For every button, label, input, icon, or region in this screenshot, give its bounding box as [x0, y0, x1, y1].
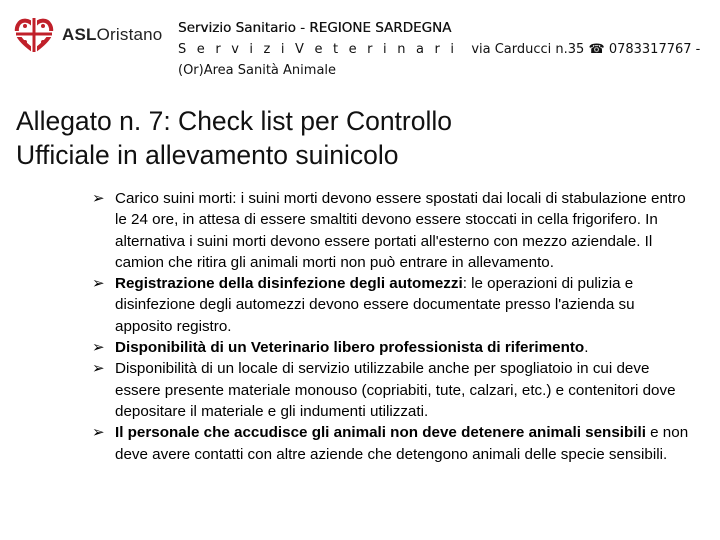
title-line-1: Allegato n. 7: Check list per Controllo [16, 106, 452, 136]
page-title [16, 104, 706, 172]
item-text: Carico suini morti: i suini morti devono essere spostati dai locali di stabulazione entro le 24 ore, in attesa di essere smaltiti devono essere stoccati in cella frigorifero. In alternativa i suini morti devono essere portati all'esterno con mezzo aziendale. Il camion che ritira gli animali morti non può entrare in allevamento. [115, 190, 686, 271]
list-item [92, 337, 692, 358]
arrow-bullet-icon: ➢ [92, 424, 105, 442]
item-bold: Disponibilità di un Veterinario libero professionista di riferimento [115, 339, 585, 357]
phone-icon: ☎ [588, 42, 605, 57]
list-item [92, 273, 692, 337]
list-item [92, 358, 692, 422]
logo-brand-rest: Oristano [96, 25, 163, 44]
logo-text [62, 25, 162, 45]
checklist [92, 188, 692, 465]
header-area: (Or)Area Sanità Animale [178, 63, 337, 78]
header-service: S e r v i z i V e t e r i n a r i [178, 42, 458, 57]
arrow-bullet-icon: ➢ [92, 339, 105, 357]
item-bold: Registrazione della disinfezione degli automezzi [115, 275, 463, 293]
document-header [178, 18, 708, 81]
arrow-bullet-icon: ➢ [92, 275, 105, 293]
item-text: Disponibilità di un locale di servizio utilizzabile anche per spogliatoio in cui deve essere presente materiale monouso (copriabiti, tute, calzari, etc.) e contenitori dove depositare il materiale e gli indumenti utilizzati. [115, 360, 676, 420]
item-bold: Il personale che accudisce gli animali non deve detenere animali sensibili [115, 424, 646, 442]
title-line-2: Ufficiale in allevamento suinicolo [16, 140, 399, 170]
header-address: via Carducci n.35 [471, 42, 585, 57]
list-item [92, 188, 692, 273]
logo-brand-bold: ASL [62, 25, 97, 44]
header-phone: 0783317767 - [608, 42, 701, 57]
list-item [92, 422, 692, 465]
asl-oristano-logo [12, 14, 162, 56]
arrow-bullet-icon: ➢ [92, 360, 105, 378]
asl-cross-icon [12, 14, 56, 56]
item-text: . [584, 339, 589, 357]
arrow-bullet-icon: ➢ [92, 190, 105, 207]
item-text: e non deve avere contatti con altre aziende che detengono animali delle specie sensibili. [115, 424, 689, 463]
header-service-line [178, 39, 708, 60]
header-region: Servizio Sanitario - REGIONE SARDEGNA [178, 20, 452, 36]
item-text: : le operazioni di pulizia e disinfezione degli automezzi devono essere documentate presso l'azienda su apposito registro. [115, 275, 635, 335]
